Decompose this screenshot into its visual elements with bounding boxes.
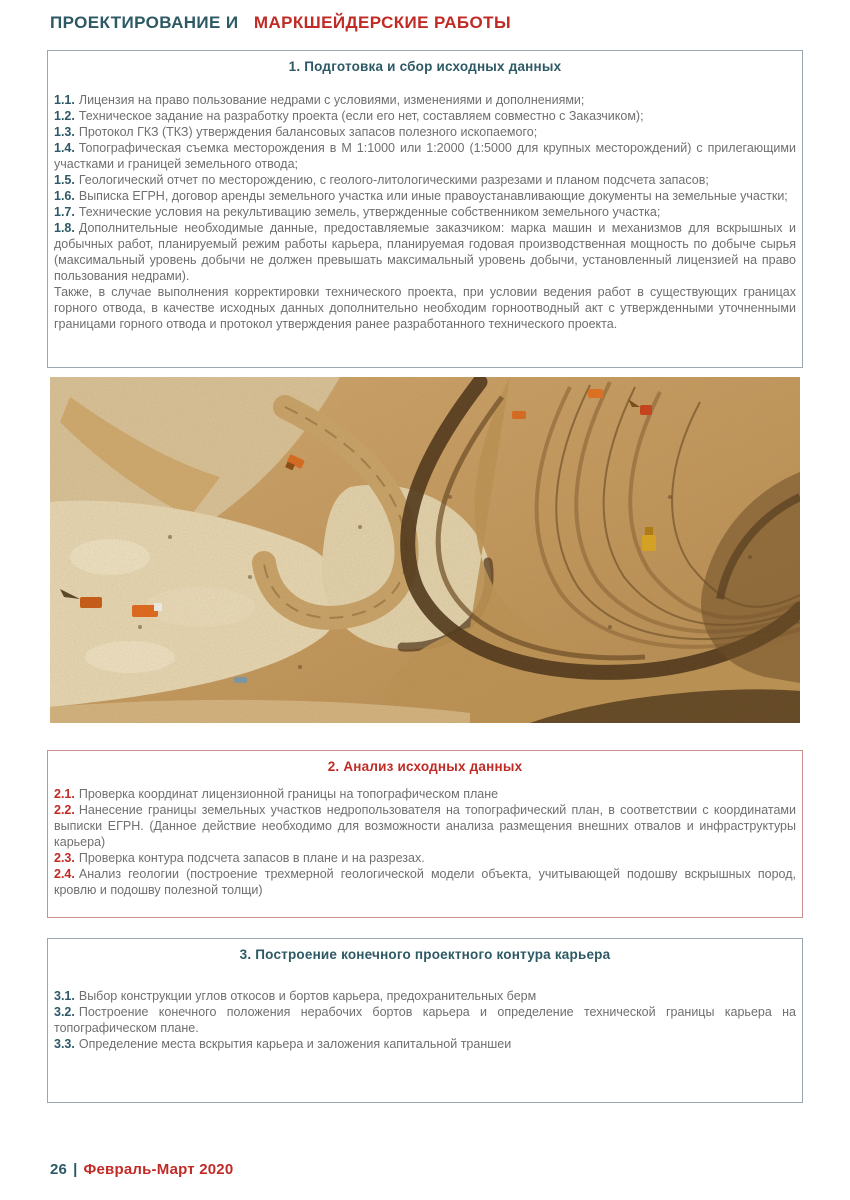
list-item xyxy=(54,108,796,124)
item-number: 3.3. xyxy=(54,1037,75,1051)
mine-aerial-photo xyxy=(50,377,800,723)
section-1-title: 1. Подготовка и сбор исходных данных xyxy=(288,59,562,74)
section-2-data-analysis xyxy=(47,750,803,918)
header-title-design: ПРОЕКТИРОВАНИЕ И xyxy=(50,13,239,32)
item-number: 1.2. xyxy=(54,109,75,123)
page-header xyxy=(0,0,850,33)
item-number: 1.8. xyxy=(54,221,75,235)
item-number: 3.2. xyxy=(54,1005,75,1019)
item-number: 1.6. xyxy=(54,189,75,203)
list-item xyxy=(54,204,796,220)
item-text: Определение места вскрытия карьера и заложения капитальной траншеи xyxy=(78,1037,512,1051)
list-item xyxy=(54,802,796,850)
list-item xyxy=(54,92,796,108)
footer-separator: | xyxy=(73,1161,78,1178)
list-item xyxy=(54,220,796,284)
item-number: 1.4. xyxy=(54,141,75,155)
list-item xyxy=(54,866,796,898)
list-item xyxy=(54,140,796,172)
list-item xyxy=(54,1004,796,1036)
item-text: Лицензия на право пользование недрами с условиями, изменениями и дополнениями; xyxy=(78,93,585,107)
item-text: Выписка ЕГРН, договор аренды земельного участка или иные правоустанавливающие документы на земельные участки; xyxy=(78,189,788,203)
item-text: Геологический отчет по месторождению, с геолого-литологическими разрезами и планом подсчета запасов; xyxy=(78,173,709,187)
item-number: 1.3. xyxy=(54,125,75,139)
page-number: 26 xyxy=(50,1161,68,1178)
header-title-surveying: МАРКШЕЙДЕРСКИЕ РАБОТЫ xyxy=(253,13,511,32)
item-number: 2.1. xyxy=(54,787,75,801)
list-item xyxy=(54,188,796,204)
section-1-note: Также, в случае выполнения корректировки технического проекта, при условии ведения работ в существующих границах горного отвода, в качестве исходных данных дополнительно необходим горноотводный акт с утвержденными уточненными границами горного отвода и протокол утверждения ранее разработанного технического проекта. xyxy=(54,285,796,331)
open-pit-mine-illustration xyxy=(50,377,800,723)
item-text: Дополнительные необходимые данные, предоставляемые заказчиком: марка машин и механизмов для вскрышных и добычных работ, планируемый режим работы карьера, планируемая годовая производственная мощность по добыче сырья (максимальный уровень добычи не должен превышать максимальный уровень добычи, установленный лицензией на право пользования недрами). xyxy=(54,221,796,283)
list-item xyxy=(54,850,796,866)
page-footer xyxy=(50,1161,233,1178)
item-text: Анализ геологии (построение трехмерной геологической модели объекта, учитывающей подошву вскрышных пород, кровлю и подошву полезной толщи) xyxy=(54,867,796,897)
section-3-pit-contour-design xyxy=(47,938,803,1103)
list-item xyxy=(54,988,796,1004)
item-text: Выбор конструкции углов откосов и бортов карьера, предохранительных берм xyxy=(78,989,537,1003)
section-2-title: 2. Анализ исходных данных xyxy=(327,759,523,774)
item-number: 2.2. xyxy=(54,803,75,817)
item-text: Протокол ГКЗ (ТКЗ) утверждения балансовых запасов полезного ископаемого; xyxy=(78,125,538,139)
item-number: 2.3. xyxy=(54,851,75,865)
list-item xyxy=(54,1036,796,1052)
item-text: Техническое задание на разработку проекта (если его нет, составляем совместно с Заказчиком); xyxy=(78,109,644,123)
item-number: 2.4. xyxy=(54,867,75,881)
list-item xyxy=(54,172,796,188)
item-text: Проверка контура подсчета запасов в плане и на разрезах. xyxy=(78,851,425,865)
section-3-title: 3. Построение конечного проектного контура карьера xyxy=(239,947,611,962)
section-1-data-preparation xyxy=(47,50,803,368)
item-number: 1.1. xyxy=(54,93,75,107)
item-number: 1.7. xyxy=(54,205,75,219)
item-text: Проверка координат лицензионной границы на топографическом плане xyxy=(78,787,499,801)
list-item xyxy=(54,124,796,140)
item-text: Нанесение границы земельных участков недропользователя на топографический план, в соответствии с координатами выписки ЕГРН. (Данное действие необходимо для возможности анализа размещения внешних отвалов и инфраструктуры карьера) xyxy=(54,803,796,849)
item-text: Топографическая съемка месторождения в М 1:1000 или 1:2000 (1:5000 для крупных месторождений) с прилегающими участками и границей земельного отвода; xyxy=(54,141,796,171)
issue-date: Февраль-Март 2020 xyxy=(83,1161,234,1178)
item-text: Построение конечного положения нерабочих бортов карьера и определение технической границы карьера на топографическом плане. xyxy=(54,1005,796,1035)
item-number: 3.1. xyxy=(54,989,75,1003)
item-text: Технические условия на рекультивацию земель, утвержденные собственником земельного участка; xyxy=(78,205,661,219)
header-space xyxy=(244,13,249,32)
item-number: 1.5. xyxy=(54,173,75,187)
list-item xyxy=(54,786,796,802)
